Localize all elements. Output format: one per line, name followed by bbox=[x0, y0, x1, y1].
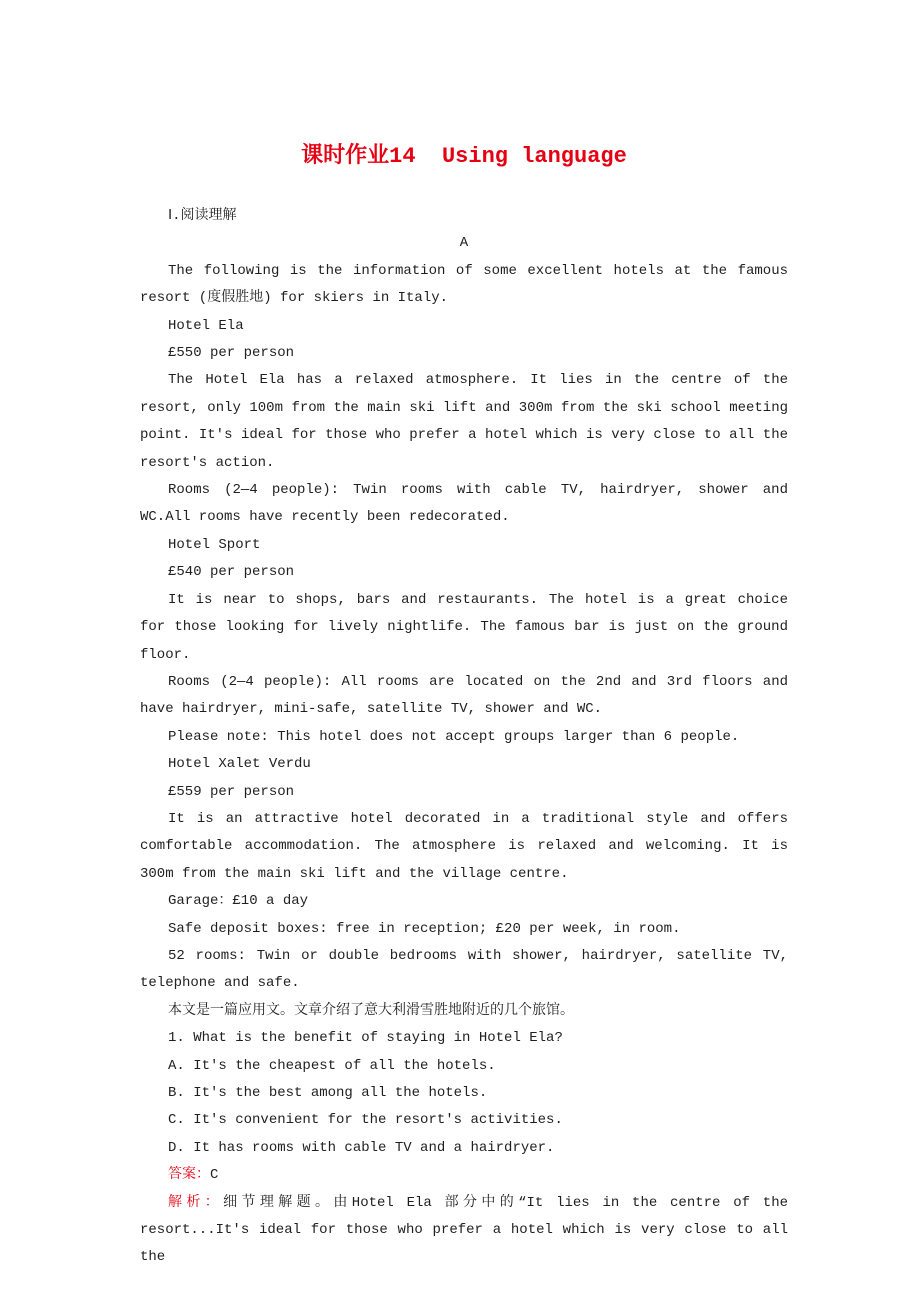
analysis-text: 细节理解题。由Hotel Ela 部分中的“It lies in the centre of the resort...It's ideal for those who prefer a hotel which is very close to all the bbox=[140, 1194, 788, 1266]
section-heading: Ⅰ.阅读理解 bbox=[168, 208, 237, 224]
hotel-price: £559 per person bbox=[168, 783, 295, 800]
passage-summary: 本文是一篇应用文。文章介绍了意大利滑雪胜地附近的几个旅馆。 bbox=[168, 1002, 574, 1019]
document-body bbox=[140, 203, 788, 1272]
analysis-label: 解析： bbox=[168, 1194, 224, 1211]
hotel-rooms: Rooms (2—4 people): Twin rooms with cable TV, hairdryer, shower and WC.All rooms have recently been redecorated. bbox=[140, 482, 788, 526]
hotel-description: It is near to shops, bars and restaurants. The hotel is a great choice for those looking for lively nightlife. The famous bar is just on the ground floor. bbox=[140, 591, 788, 663]
answer-label: 答案： bbox=[168, 1167, 210, 1184]
passage-label: A bbox=[459, 235, 469, 252]
hotel-price: £540 per person bbox=[168, 564, 295, 581]
hotel-note: Please note: This hotel does not accept groups larger than 6 people. bbox=[168, 728, 740, 745]
question-option-d: D. It has rooms with cable TV and a hairdryer. bbox=[168, 1139, 555, 1156]
page-title: 课时作业14 Using language bbox=[301, 144, 627, 169]
hotel-description: It is an attractive hotel decorated in a traditional style and offers comfortable accommodation. The atmosphere is relaxed and welcoming. It is 300m from the main ski lift and the village centre. bbox=[140, 810, 788, 882]
analysis-paragraph bbox=[140, 1190, 788, 1272]
answer-line bbox=[140, 1162, 788, 1189]
question-stem: 1. What is the benefit of staying in Hotel Ela? bbox=[168, 1030, 563, 1047]
question-option-c: C. It's convenient for the resort's activities. bbox=[168, 1112, 563, 1129]
hotel-rooms: 52 rooms: Twin or double bedrooms with shower, hairdryer, satellite TV, telephone and safe. bbox=[140, 947, 788, 992]
hotel-name: Hotel Xalet Verdu bbox=[168, 756, 311, 773]
hotel-block-sport bbox=[140, 532, 788, 751]
hotel-name: Hotel Sport bbox=[168, 536, 261, 553]
passage-intro: The following is the information of some excellent hotels at the famous resort (度假胜地) for skiers in Italy. bbox=[140, 262, 788, 307]
question-option-b: B. It's the best among all the hotels. bbox=[168, 1085, 488, 1101]
hotel-price: £550 per person bbox=[168, 345, 295, 362]
answer-value: C bbox=[210, 1167, 219, 1184]
hotel-block-ela bbox=[140, 313, 788, 532]
question-option-a: A. It's the cheapest of all the hotels. bbox=[168, 1057, 496, 1074]
hotel-description: The Hotel Ela has a relaxed atmosphere. It lies in the centre of the resort, only 100m from the main ski lift and 300m from the ski school meeting point. It's ideal for those who prefer a hotel which is very close to all the resort's action. bbox=[140, 372, 788, 471]
hotel-name: Hotel Ela bbox=[168, 317, 244, 334]
hotel-block-xalet-verdu bbox=[140, 751, 788, 998]
hotel-safe-deposit: Safe deposit boxes: free in reception; £20 per week, in room. bbox=[168, 920, 681, 937]
hotel-rooms: Rooms (2—4 people): All rooms are located on the 2nd and 3rd floors and have hairdryer, mini-safe, satellite TV, shower and WC. bbox=[140, 673, 788, 718]
hotel-garage: Garage：£10 a day bbox=[168, 893, 309, 910]
